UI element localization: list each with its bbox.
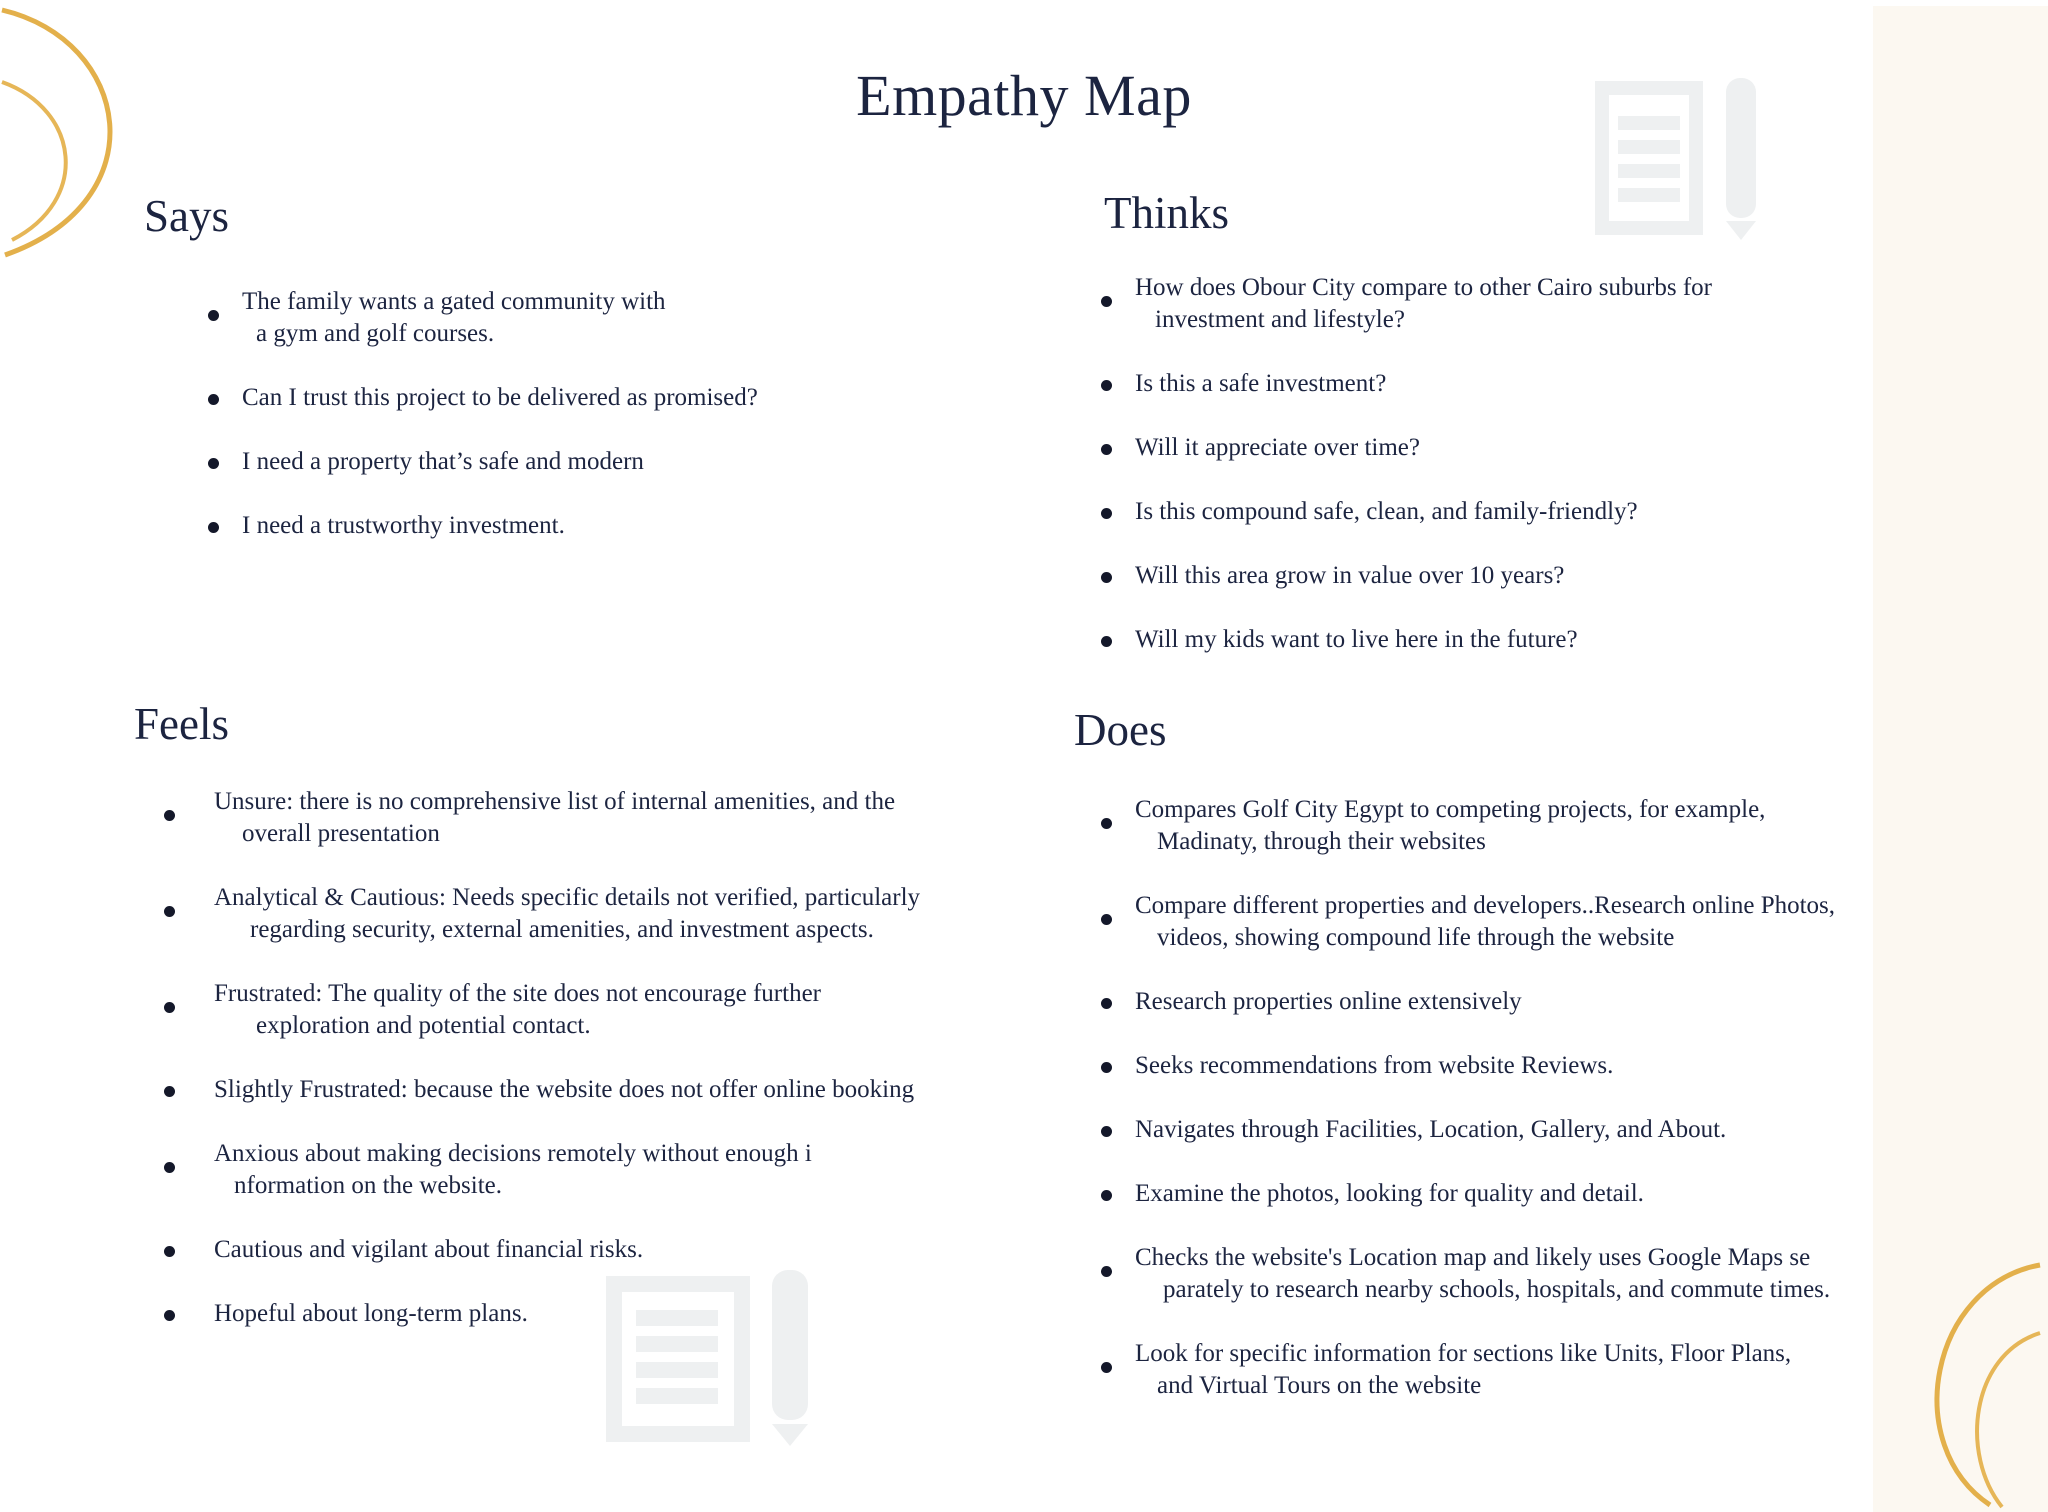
- feels-item-text: exploration and potential contact.: [256, 1012, 591, 1039]
- feels-item-text: regarding security, external amenities, and investment aspects.: [250, 916, 874, 943]
- says-item: [208, 382, 758, 414]
- does-heading: Does: [1074, 705, 1167, 755]
- bullet-icon: [1101, 914, 1112, 925]
- feels-item-text: Slightly Frustrated: because the website does not offer online booking: [214, 1076, 915, 1103]
- does-item: [1101, 1114, 1726, 1146]
- bullet-icon: [164, 1310, 175, 1321]
- bullet-icon: [1101, 1126, 1112, 1137]
- bullet-icon: [1101, 508, 1112, 519]
- says-item-text: The family wants a gated community with: [242, 288, 666, 315]
- thinks-item-text: Will this area grow in value over 10 years?: [1135, 562, 1565, 589]
- does-item-text: Examine the photos, looking for quality and detail.: [1135, 1180, 1644, 1207]
- feels-item: [164, 786, 895, 850]
- bullet-icon: [1101, 1362, 1112, 1373]
- thinks-item-text: Will it appreciate over time?: [1135, 434, 1420, 461]
- does-item: [1101, 890, 1835, 954]
- thinks-item: [1101, 560, 1564, 592]
- bullet-icon: [1101, 1266, 1112, 1277]
- says-item-text: a gym and golf courses.: [256, 320, 495, 347]
- thinks-quadrant: [1104, 189, 1229, 239]
- says-item-text: Can I trust this project to be delivered as promised?: [242, 384, 758, 411]
- bullet-icon: [1101, 380, 1112, 391]
- cream-side-panel: [1873, 6, 2048, 1512]
- bullet-icon: [164, 1086, 175, 1097]
- says-item: [208, 510, 565, 542]
- thinks-item-text: How does Obour City compare to other Cairo suburbs for: [1135, 274, 1712, 301]
- does-quadrant: [1074, 706, 1166, 756]
- says-item-text: I need a property that’s safe and modern: [242, 448, 644, 475]
- feels-item: [164, 1234, 643, 1266]
- does-item-text: Seeks recommendations from website Reviews.: [1135, 1052, 1614, 1079]
- does-item-text: Checks the website's Location map and likely uses Google Maps se: [1135, 1244, 1811, 1271]
- bullet-icon: [1101, 296, 1112, 307]
- thinks-item: [1101, 624, 1578, 656]
- bullet-icon: [164, 906, 175, 917]
- says-quadrant: [144, 192, 229, 242]
- bullet-icon: [164, 1002, 175, 1013]
- thinks-item: [1101, 432, 1420, 464]
- does-item-text: Compare different properties and developers..Research online Photos,: [1135, 892, 1836, 919]
- bullet-icon: [164, 1246, 175, 1257]
- bullet-icon: [208, 522, 219, 533]
- does-item-text: and Virtual Tours on the website: [1157, 1372, 1482, 1399]
- feels-item: [164, 1074, 914, 1106]
- thinks-item-text: Will my kids want to live here in the future?: [1135, 626, 1578, 653]
- page-title: Empathy Map: [856, 63, 1192, 128]
- bullet-icon: [164, 1162, 175, 1173]
- bullet-icon: [208, 458, 219, 469]
- does-item: [1101, 794, 1765, 858]
- feels-item-text: Analytical & Cautious: Needs specific details not verified, particularly: [214, 884, 921, 911]
- feels-item-text: Cautious and vigilant about financial risks.: [214, 1236, 644, 1263]
- thinks-item: [1101, 368, 1386, 400]
- feels-item: [164, 1138, 812, 1202]
- bullet-icon: [164, 810, 175, 821]
- thinks-heading: Thinks: [1104, 188, 1230, 238]
- feels-item: [164, 882, 920, 946]
- bullet-icon: [1101, 1190, 1112, 1201]
- does-item-text: Navigates through Facilities, Location, Gallery, and About.: [1135, 1116, 1727, 1143]
- bullet-icon: [1101, 818, 1112, 829]
- does-item-text: Compares Golf City Egypt to competing projects, for example,: [1135, 796, 1766, 823]
- bullet-icon: [1101, 998, 1112, 1009]
- feels-item-text: Hopeful about long-term plans.: [214, 1300, 528, 1327]
- bullet-icon: [208, 310, 219, 321]
- does-item: [1101, 986, 1522, 1018]
- document-pencil-icon-bottom: [604, 1270, 814, 1450]
- thinks-item: [1101, 272, 1712, 336]
- does-item: [1101, 1178, 1644, 1210]
- feels-item: [164, 1298, 528, 1330]
- does-item: [1101, 1338, 1791, 1402]
- gold-arc-icon-top-left: [0, 0, 150, 270]
- does-item-text: Look for specific information for sections like Units, Floor Plans,: [1135, 1340, 1792, 1367]
- bullet-icon: [1101, 572, 1112, 583]
- does-item: [1101, 1242, 1830, 1306]
- does-item: [1101, 1050, 1613, 1082]
- thinks-item-text: investment and lifestyle?: [1155, 306, 1405, 333]
- thinks-item-text: Is this compound safe, clean, and family-friendly?: [1135, 498, 1638, 525]
- does-item-text: Madinaty, through their websites: [1157, 828, 1486, 855]
- thinks-item-text: Is this a safe investment?: [1135, 370, 1387, 397]
- does-item-text: parately to research nearby schools, hospitals, and commute times.: [1163, 1276, 1831, 1303]
- says-heading: Says: [144, 191, 230, 241]
- feels-quadrant: [134, 700, 229, 750]
- bullet-icon: [1101, 444, 1112, 455]
- bullet-icon: [208, 394, 219, 405]
- feels-item-text: overall presentation: [242, 820, 440, 847]
- bullet-icon: [1101, 1062, 1112, 1073]
- says-item-text: I need a trustworthy investment.: [242, 512, 565, 539]
- feels-item-text: Anxious about making decisions remotely without enough i: [214, 1140, 812, 1167]
- feels-heading: Feels: [134, 699, 229, 749]
- bullet-icon: [1101, 636, 1112, 647]
- feels-item: [164, 978, 821, 1042]
- feels-item-text: Unsure: there is no comprehensive list of internal amenities, and the: [214, 788, 896, 815]
- does-item-text: videos, showing compound life through the website: [1157, 924, 1675, 951]
- feels-item-text: nformation on the website.: [234, 1172, 502, 1199]
- does-item-text: Research properties online extensively: [1135, 988, 1522, 1015]
- thinks-item: [1101, 496, 1638, 528]
- feels-item-text: Frustrated: The quality of the site does not encourage further: [214, 980, 821, 1007]
- says-item: [208, 286, 666, 350]
- says-item: [208, 446, 644, 478]
